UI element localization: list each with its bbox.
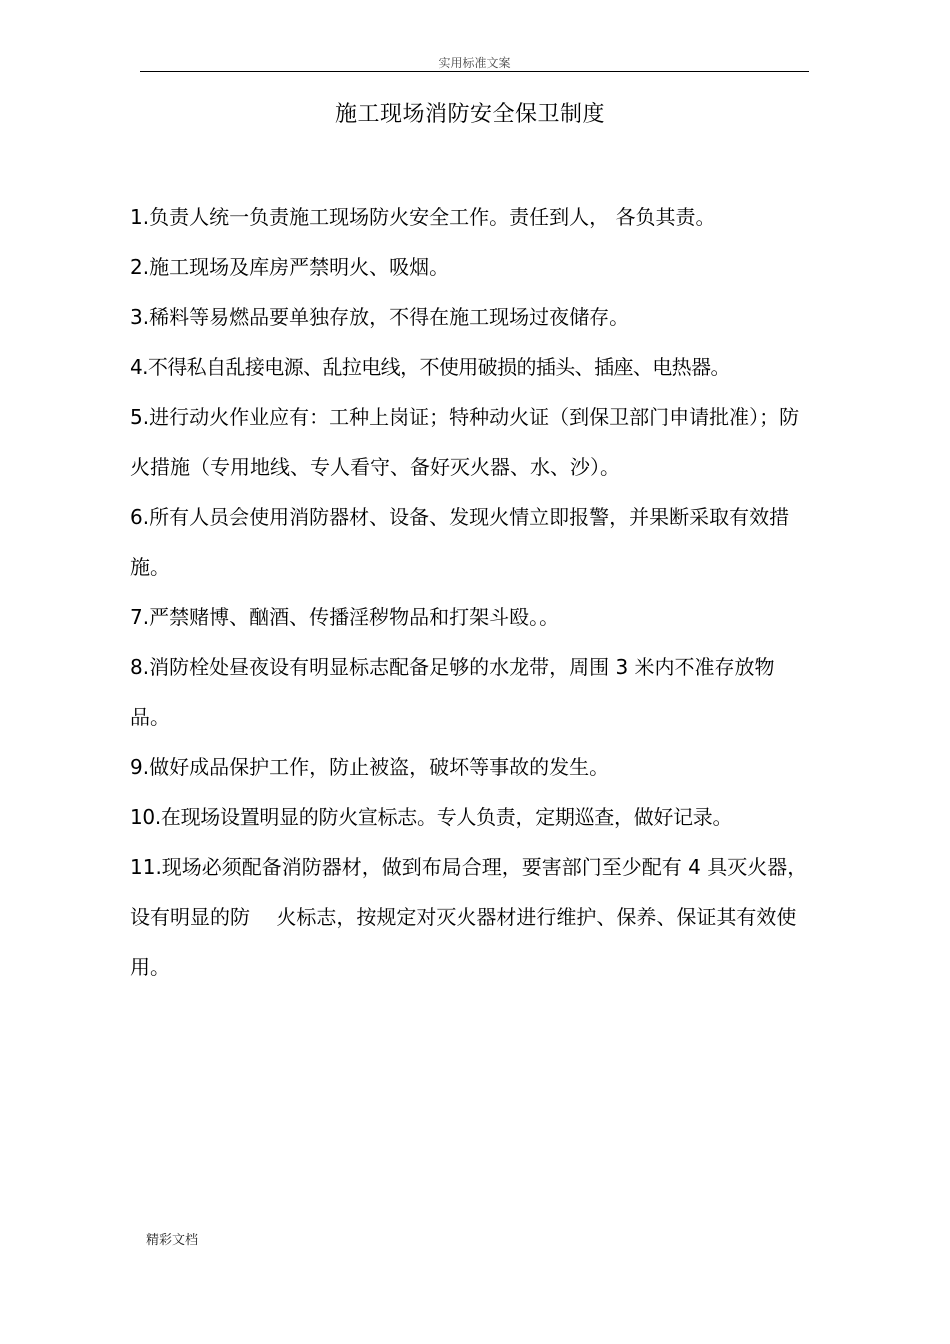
- document-body: [130, 192, 812, 992]
- page-header: 实用标准文案: [438, 56, 511, 70]
- paragraph-11: 11.现场必须配备消防器材，做到布局合理，要害部门至少配有 4 具灭火器，设有明显的防 火标志，按规定对灭火器材进行维护、保养、保证其有效使用。: [130, 855, 808, 979]
- paragraph-9: 9.做好成品保护工作，防止被盗，破坏等事故的发生。: [130, 755, 610, 779]
- paragraph-2: 2.施工现场及库房严禁明火、吸烟。: [130, 255, 450, 279]
- page-footer: 精彩文档: [146, 1233, 199, 1248]
- paragraph-4: 4.不得私自乱接电源、乱拉电线，不使用破损的插头、插座、电热器。: [130, 355, 730, 379]
- paragraph-7: 7.严禁赌博、酗酒、传播淫秽物品和打架斗殴。。: [130, 605, 560, 629]
- paragraph-5: 5.进行动火作业应有：工种上岗证；特种动火证（到保卫部门申请批准）；防火措施（专用地线、专人看守、备好灭火器、水、沙）。: [130, 405, 800, 479]
- paragraph-6: 6.所有人员会使用消防器材、设备、发现火情立即报警，并果断采取有效措施。: [130, 505, 790, 579]
- paragraph-10: 10.在现场设置明显的防火宣标志。专人负责，定期巡查，做好记录。: [130, 805, 733, 829]
- header-divider: [140, 71, 809, 72]
- paragraph-8: 8.消防栓处昼夜设有明显标志配备足够的水龙带，周围 3 米内不准存放物品。: [130, 655, 775, 729]
- document-title: 施工现场消防安全保卫制度: [334, 102, 605, 127]
- paragraph-3: 3.稀料等易燃品要单独存放，不得在施工现场过夜储存。: [130, 305, 630, 329]
- paragraph-1: 1.负责人统一负责施工现场防火安全工作。责任到人， 各负其责。: [130, 205, 716, 229]
